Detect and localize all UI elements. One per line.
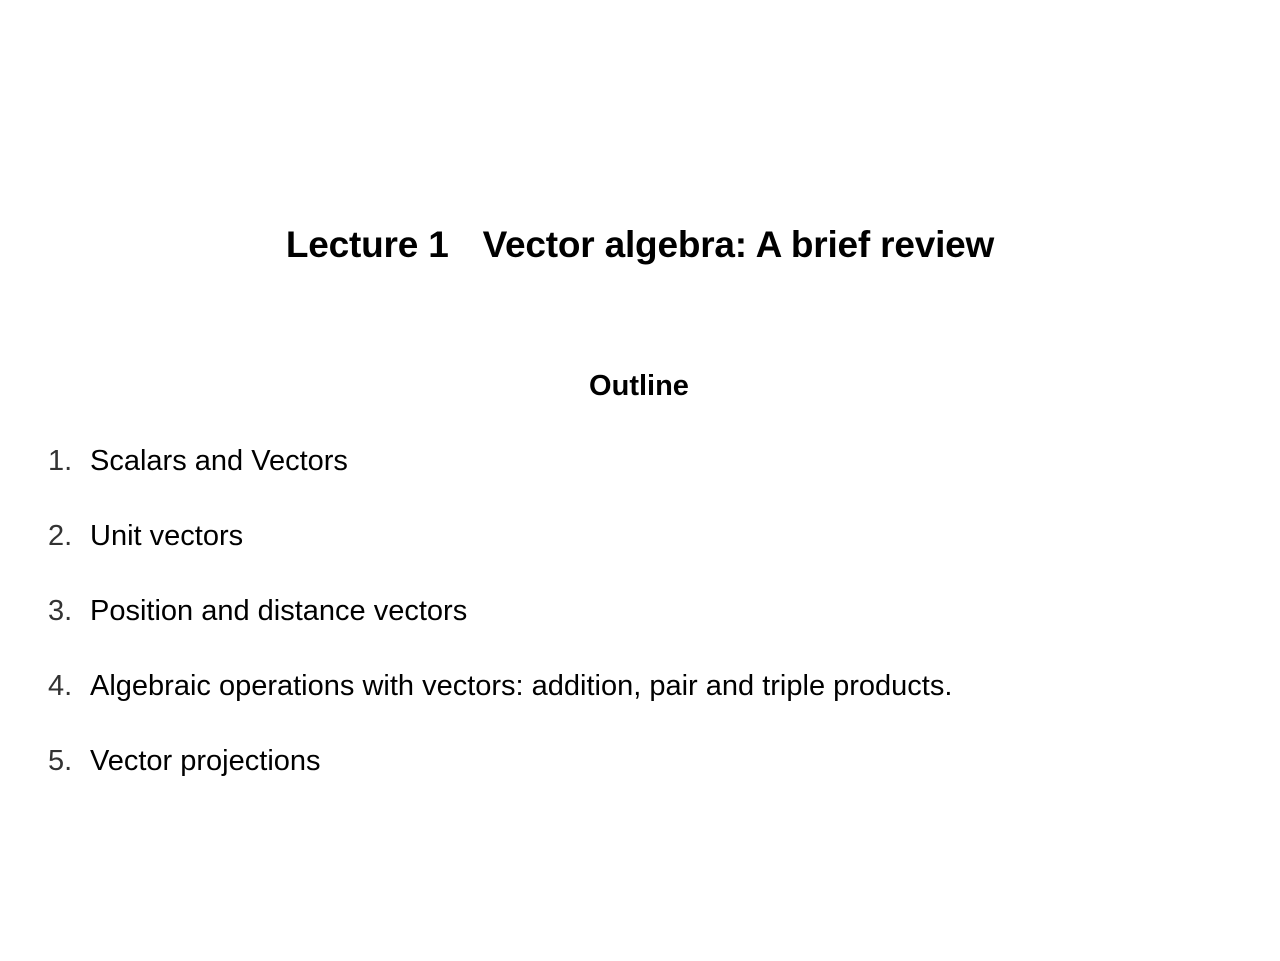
list-item-text: Scalars and Vectors: [90, 445, 348, 477]
list-item-text: Vector projections: [90, 745, 321, 777]
list-item-text: Position and distance vectors: [90, 595, 468, 627]
list-item-number: 2.: [48, 520, 73, 552]
list-item: [48, 516, 952, 591]
list-item-text: Unit vectors: [90, 520, 244, 552]
list-item-number: 3.: [48, 595, 73, 627]
lecture-topic: Vector algebra: A brief review: [482, 224, 995, 265]
list-item: [48, 741, 952, 816]
list-item: [48, 666, 952, 741]
slide-title: [0, 222, 1280, 268]
list-item-number: 1.: [48, 445, 73, 477]
lecture-number: Lecture 1: [285, 224, 449, 265]
list-item-number: 5.: [48, 745, 73, 777]
list-item: [48, 441, 952, 516]
list-item-text: Algebraic operations with vectors: addition, pair and triple products.: [90, 670, 953, 702]
outline-list: [48, 441, 952, 816]
list-item-number: 4.: [48, 670, 73, 702]
list-item: [48, 591, 952, 666]
outline-heading: Outline: [589, 370, 689, 402]
